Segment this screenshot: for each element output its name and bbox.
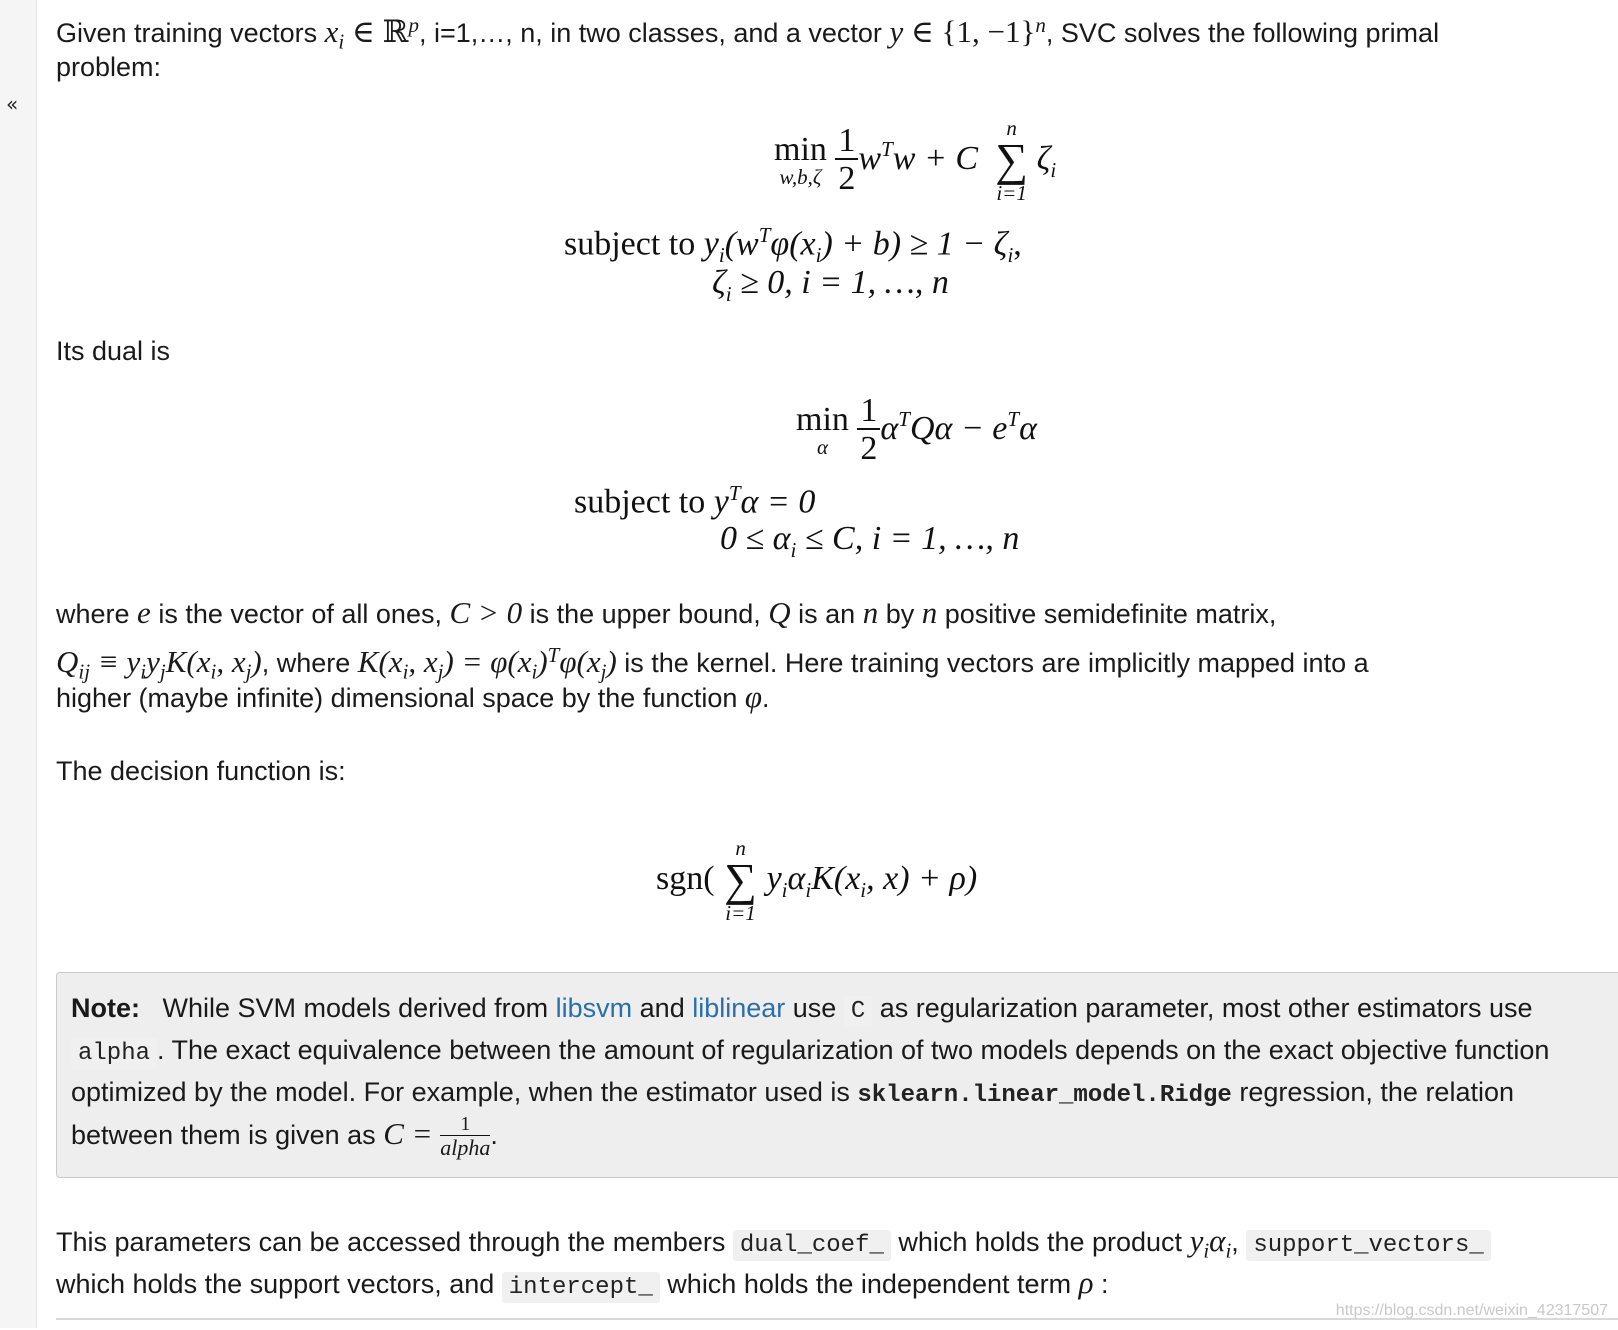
note-line3: optimized by the model. For example, when the estimator used is sklearn.linear_model.Ridge regression, the relation	[71, 1077, 1514, 1109]
note-line1: Note: While SVM models derived from libsvm and liblinear use C as regularization parameter, most other estimators use	[71, 993, 1533, 1025]
explanation-line1: where e is the vector of all ones, C > 0 is the upper bound, Q is an n by n positive semidefinite matrix,	[56, 595, 1277, 630]
intro-paragraph-line2: problem:	[56, 52, 162, 82]
intro-paragraph: Given training vectors $x_i$ ∈ ℝ$^p$, i=1,…, n, in two classes, and a vector y ∈ {1, −1}$^n$, SVC solves the following primal	[56, 13, 1440, 54]
members-line2: which holds the support vectors, and intercept_ which holds the independent term ρ :	[56, 1265, 1109, 1301]
note-line4: between them is given as C = $\frac{1}{\text{alpha}}$ .	[71, 1113, 498, 1161]
dual-objective: min α $\frac{1}{2}$ $\alpha^TQ\alpha - e^T\alpha$	[796, 392, 1037, 467]
note-box	[56, 972, 1618, 1178]
note-line2: alpha . The exact equivalence between the amount of regularization of two models depends on the exact objective function	[71, 1029, 1561, 1075]
sidebar	[0, 0, 37, 1328]
collapse-sidebar-icon[interactable]: «	[6, 92, 19, 116]
decision-function: sgn( n ∑ i=1 $y_i\alpha_iK(x_i$, x) + ρ)	[656, 836, 978, 925]
libsvm-link[interactable]: libsvm	[555, 993, 633, 1023]
dual-constraint-1: subject to $y^T\alpha = 0$	[574, 481, 816, 521]
watermark: https://blog.csdn.net/weixin_42317507	[1335, 1302, 1608, 1319]
note-label: Note:	[71, 993, 140, 1023]
members-line1: This parameters can be accessed through the members dual_coef_ which holds the product $y_i\alpha_i$, support_vectors_	[56, 1220, 1596, 1271]
dual-heading: Its dual is	[56, 336, 171, 366]
dual-constraint-2: $0 \le \alpha_i \le C$, i = 1, …, n	[720, 520, 1020, 562]
primal-constraint-1: subject to $y_i(w^T\varphi(x_i) + b) \ge 1 - \zeta_i$,	[564, 223, 1022, 268]
primal-objective: min w,b,ζ $\frac{1}{2}$ $w^Tw + C$ n ∑ i=1 $\zeta_i$	[774, 116, 1057, 205]
primal-constraint-2: $\zeta_i \ge 0$, i = 1, …, n	[712, 264, 949, 306]
liblinear-link[interactable]: liblinear	[692, 993, 786, 1023]
explanation-line3: higher (maybe infinite) dimensional space by the function φ.	[56, 679, 770, 714]
decision-heading: The decision function is:	[56, 756, 346, 786]
explanation-line2: $Q_{ij} \equiv y_iy_jK(x_i$, $x_j$), where $K(x_i$, $x_j) = \varphi(x_i)^T\varphi(x_j)$ is the kernel. Here training vectors are implicitly mapped into a	[56, 643, 1369, 684]
